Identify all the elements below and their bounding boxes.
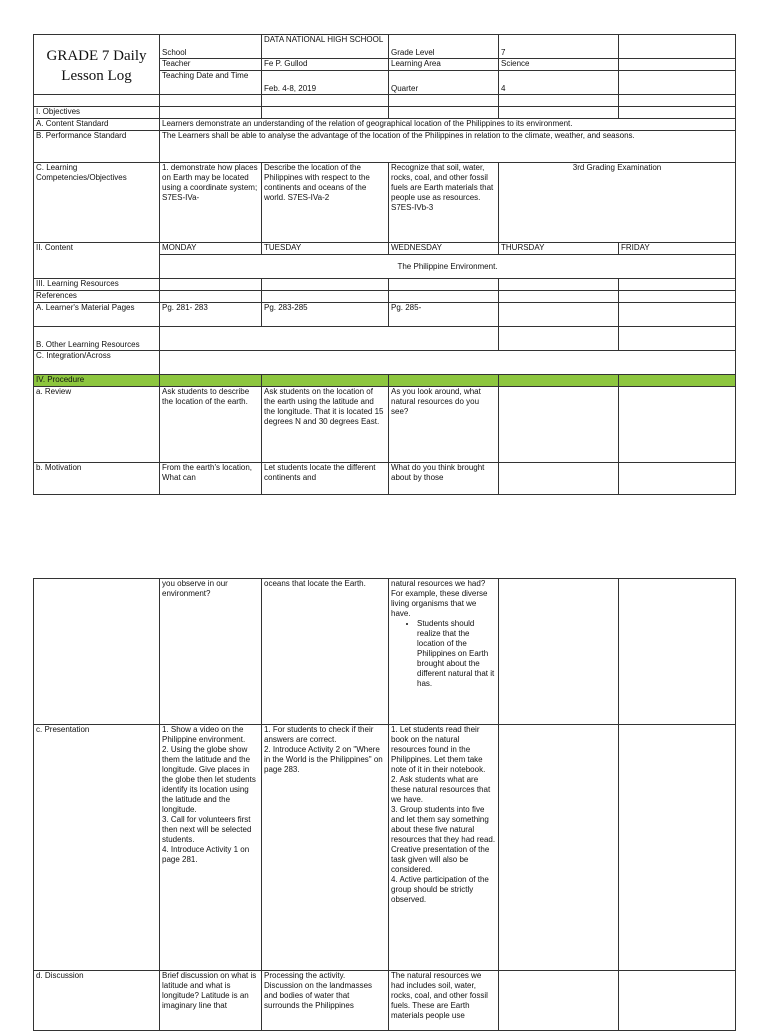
lm-pages-cell (619, 303, 736, 327)
other-resources-label: B. Other Learning Resources (34, 327, 160, 351)
content-text: The Philippine Environment. (160, 255, 736, 279)
spacer-cell (160, 95, 262, 107)
references-label: References (34, 291, 160, 303)
motivation-cell (619, 463, 736, 495)
school-value: DATA NATIONAL HIGH SCHOOL (262, 35, 389, 59)
title-line-1: GRADE 7 Daily (46, 47, 147, 64)
teacher-value: Fe P. Gullod (262, 59, 389, 71)
motivation-cont-tuesday: oceans that locate the Earth. (262, 579, 389, 725)
spacer-cell (499, 95, 619, 107)
references-cell (619, 291, 736, 303)
resources-heading: III. Learning Resources (34, 279, 160, 291)
spacer-cell (619, 95, 736, 107)
objectives-cell (499, 107, 619, 119)
spacer-cell (34, 95, 160, 107)
references-cell (499, 291, 619, 303)
review-label: a. Review (34, 387, 160, 463)
other-resources-cell (499, 327, 619, 351)
other-resources-cell (160, 327, 499, 351)
competency-label: C. Learning Competencies/Objectives (34, 163, 160, 243)
day-wednesday: WEDNESDAY (389, 243, 499, 255)
review-wednesday: As you look around, what natural resources do you see? (389, 387, 499, 463)
motivation-cell (499, 463, 619, 495)
motivation-cont-wednesday (389, 579, 499, 725)
teacher-label: Teacher (160, 59, 262, 71)
discussion-cell (499, 971, 619, 1031)
references-cell (262, 291, 389, 303)
motivation-cont-label (34, 579, 160, 725)
presentation-wednesday: 1. Let students read their book on the natural resources found in the Philippines. Let them take note of it in their notebook. 2. Ask students what are these natural resources that we have. 3. Group students into five and let them say something about these five natural resources that they had read. Creative presentation of the task given will also be considered. 4. Active participation of the group should be strictly observed. (389, 725, 499, 971)
day-monday: MONDAY (160, 243, 262, 255)
resources-cell (160, 279, 262, 291)
date-label: Teaching Date and Time (160, 71, 262, 95)
lm-pages-tuesday: Pg. 283-285 (262, 303, 389, 327)
motivation-bullet-list (391, 619, 496, 689)
resources-cell (619, 279, 736, 291)
motivation-cont-monday: you observe in our environment? (160, 579, 262, 725)
resources-cell (499, 279, 619, 291)
discussion-cell (619, 971, 736, 1031)
lesson-log-title (34, 35, 160, 95)
discussion-monday: Brief discussion on what is latitude and what is longitude? Latitude is an imaginary line that (160, 971, 262, 1031)
review-cell (619, 387, 736, 463)
review-cell (499, 387, 619, 463)
procedure-heading: IV. Procedure (34, 375, 160, 387)
quarter-label: Quarter (389, 71, 499, 95)
quarter-value: 4 (499, 71, 619, 95)
presentation-monday: 1. Show a video on the Philippine environment. 2. Using the globe show them the latitude and the longitude. Give places in the globe then let students identify its location using the latitude and the longitude. 3. Call for volunteers first then next will be selected students. 4. Introduce Activity 1 on page 281. (160, 725, 262, 971)
competency-tuesday: Describe the location of the Philippines with respect to the continents and oceans of the world. S7ES-IVa-2 (262, 163, 389, 243)
discussion-label: d. Discussion (34, 971, 160, 1031)
day-tuesday: TUESDAY (262, 243, 389, 255)
lm-pages-cell (499, 303, 619, 327)
area-value: Science (499, 59, 619, 71)
competency-wednesday: Recognize that soil, water, rocks, coal, and other fossil fuels are Earth materials that people use as resources. S7ES-IVb-3 (389, 163, 499, 243)
area-label: Learning Area (389, 59, 499, 71)
motivation-bullet-item: • Students should realize that the location of the Philippines on Earth brought about the different natural that it has. (417, 619, 496, 689)
objectives-heading: I. Objectives (34, 107, 160, 119)
review-tuesday: Ask students on the location of the earth using the latitude and the longitude. That it is located 15 degrees N and 30 degrees East. (262, 387, 389, 463)
header-empty-3 (619, 71, 736, 95)
other-resources-cell (619, 327, 736, 351)
exam-text: 3rd Grading Examination (499, 163, 736, 243)
objectives-cell (619, 107, 736, 119)
presentation-cell (619, 725, 736, 971)
performance-standard-label: B. Performance Standard (34, 131, 160, 163)
motivation-wednesday: What do you think brought about by those (389, 463, 499, 495)
day-friday: FRIDAY (619, 243, 736, 255)
objectives-cell (160, 107, 262, 119)
presentation-tuesday: 1. For students to check if their answers are correct. 2. Introduce Activity 2 on "Where in the World is the Philippines" on page 283. (262, 725, 389, 971)
day-thursday: THURSDAY (499, 243, 619, 255)
presentation-cell (499, 725, 619, 971)
competency-monday: 1. demonstrate how places on Earth may be located using a coordinate system; S7ES-IVa- (160, 163, 262, 243)
header-empty-2 (619, 59, 736, 71)
grade-value: 7 (499, 35, 619, 59)
presentation-label: c. Presentation (34, 725, 160, 971)
lesson-log-table-page2 (33, 578, 736, 1031)
lesson-log-table-page1 (33, 34, 736, 495)
title-line-2: Lesson Log (61, 67, 132, 84)
references-cell (160, 291, 262, 303)
content-standard-text: Learners demonstrate an understanding of the relation of geographical location of the Philippines to its environment. (160, 119, 736, 131)
spacer-cell (262, 95, 389, 107)
objectives-cell (389, 107, 499, 119)
motivation-label: b. Motivation (34, 463, 160, 495)
motivation-tuesday: Let students locate the different continents and (262, 463, 389, 495)
discussion-tuesday: Processing the activity. Discussion on the landmasses and bodies of water that surrounds the Philippines (262, 971, 389, 1031)
motivation-monday: From the earth's location, What can (160, 463, 262, 495)
content-standard-label: A. Content Standard (34, 119, 160, 131)
lm-pages-wednesday: Pg. 285- (389, 303, 499, 327)
header-empty-1 (619, 35, 736, 59)
integration-cell (160, 351, 736, 375)
procedure-cell (160, 375, 262, 387)
objectives-cell (262, 107, 389, 119)
lm-pages-label: A. Learner's Material Pages (34, 303, 160, 327)
discussion-wednesday: The natural resources we had includes soil, water, rocks, coal, and other fossil fuels. These are Earth materials people use (389, 971, 499, 1031)
review-monday: Ask students to describe the location of the earth. (160, 387, 262, 463)
motivation-cont-cell (499, 579, 619, 725)
school-label: School (160, 35, 262, 59)
integration-label: C. Integration/Across (34, 351, 160, 375)
procedure-cell (389, 375, 499, 387)
motivation-cont-wednesday-text: natural resources we had? For example, these diverse living organisms that we have. (391, 579, 488, 618)
grade-label: Grade Level (389, 35, 499, 59)
content-label: II. Content (34, 243, 160, 279)
motivation-cont-cell (619, 579, 736, 725)
references-cell (389, 291, 499, 303)
date-value: Feb. 4-8, 2019 (262, 71, 389, 95)
spacer-cell (389, 95, 499, 107)
lm-pages-monday: Pg. 281- 283 (160, 303, 262, 327)
procedure-cell (619, 375, 736, 387)
resources-cell (389, 279, 499, 291)
performance-standard-text: The Learners shall be able to analyse the advantage of the location of the Philippines in relation to the climate, weather, and seasons. (160, 131, 736, 163)
procedure-cell (262, 375, 389, 387)
procedure-cell (499, 375, 619, 387)
resources-cell (262, 279, 389, 291)
